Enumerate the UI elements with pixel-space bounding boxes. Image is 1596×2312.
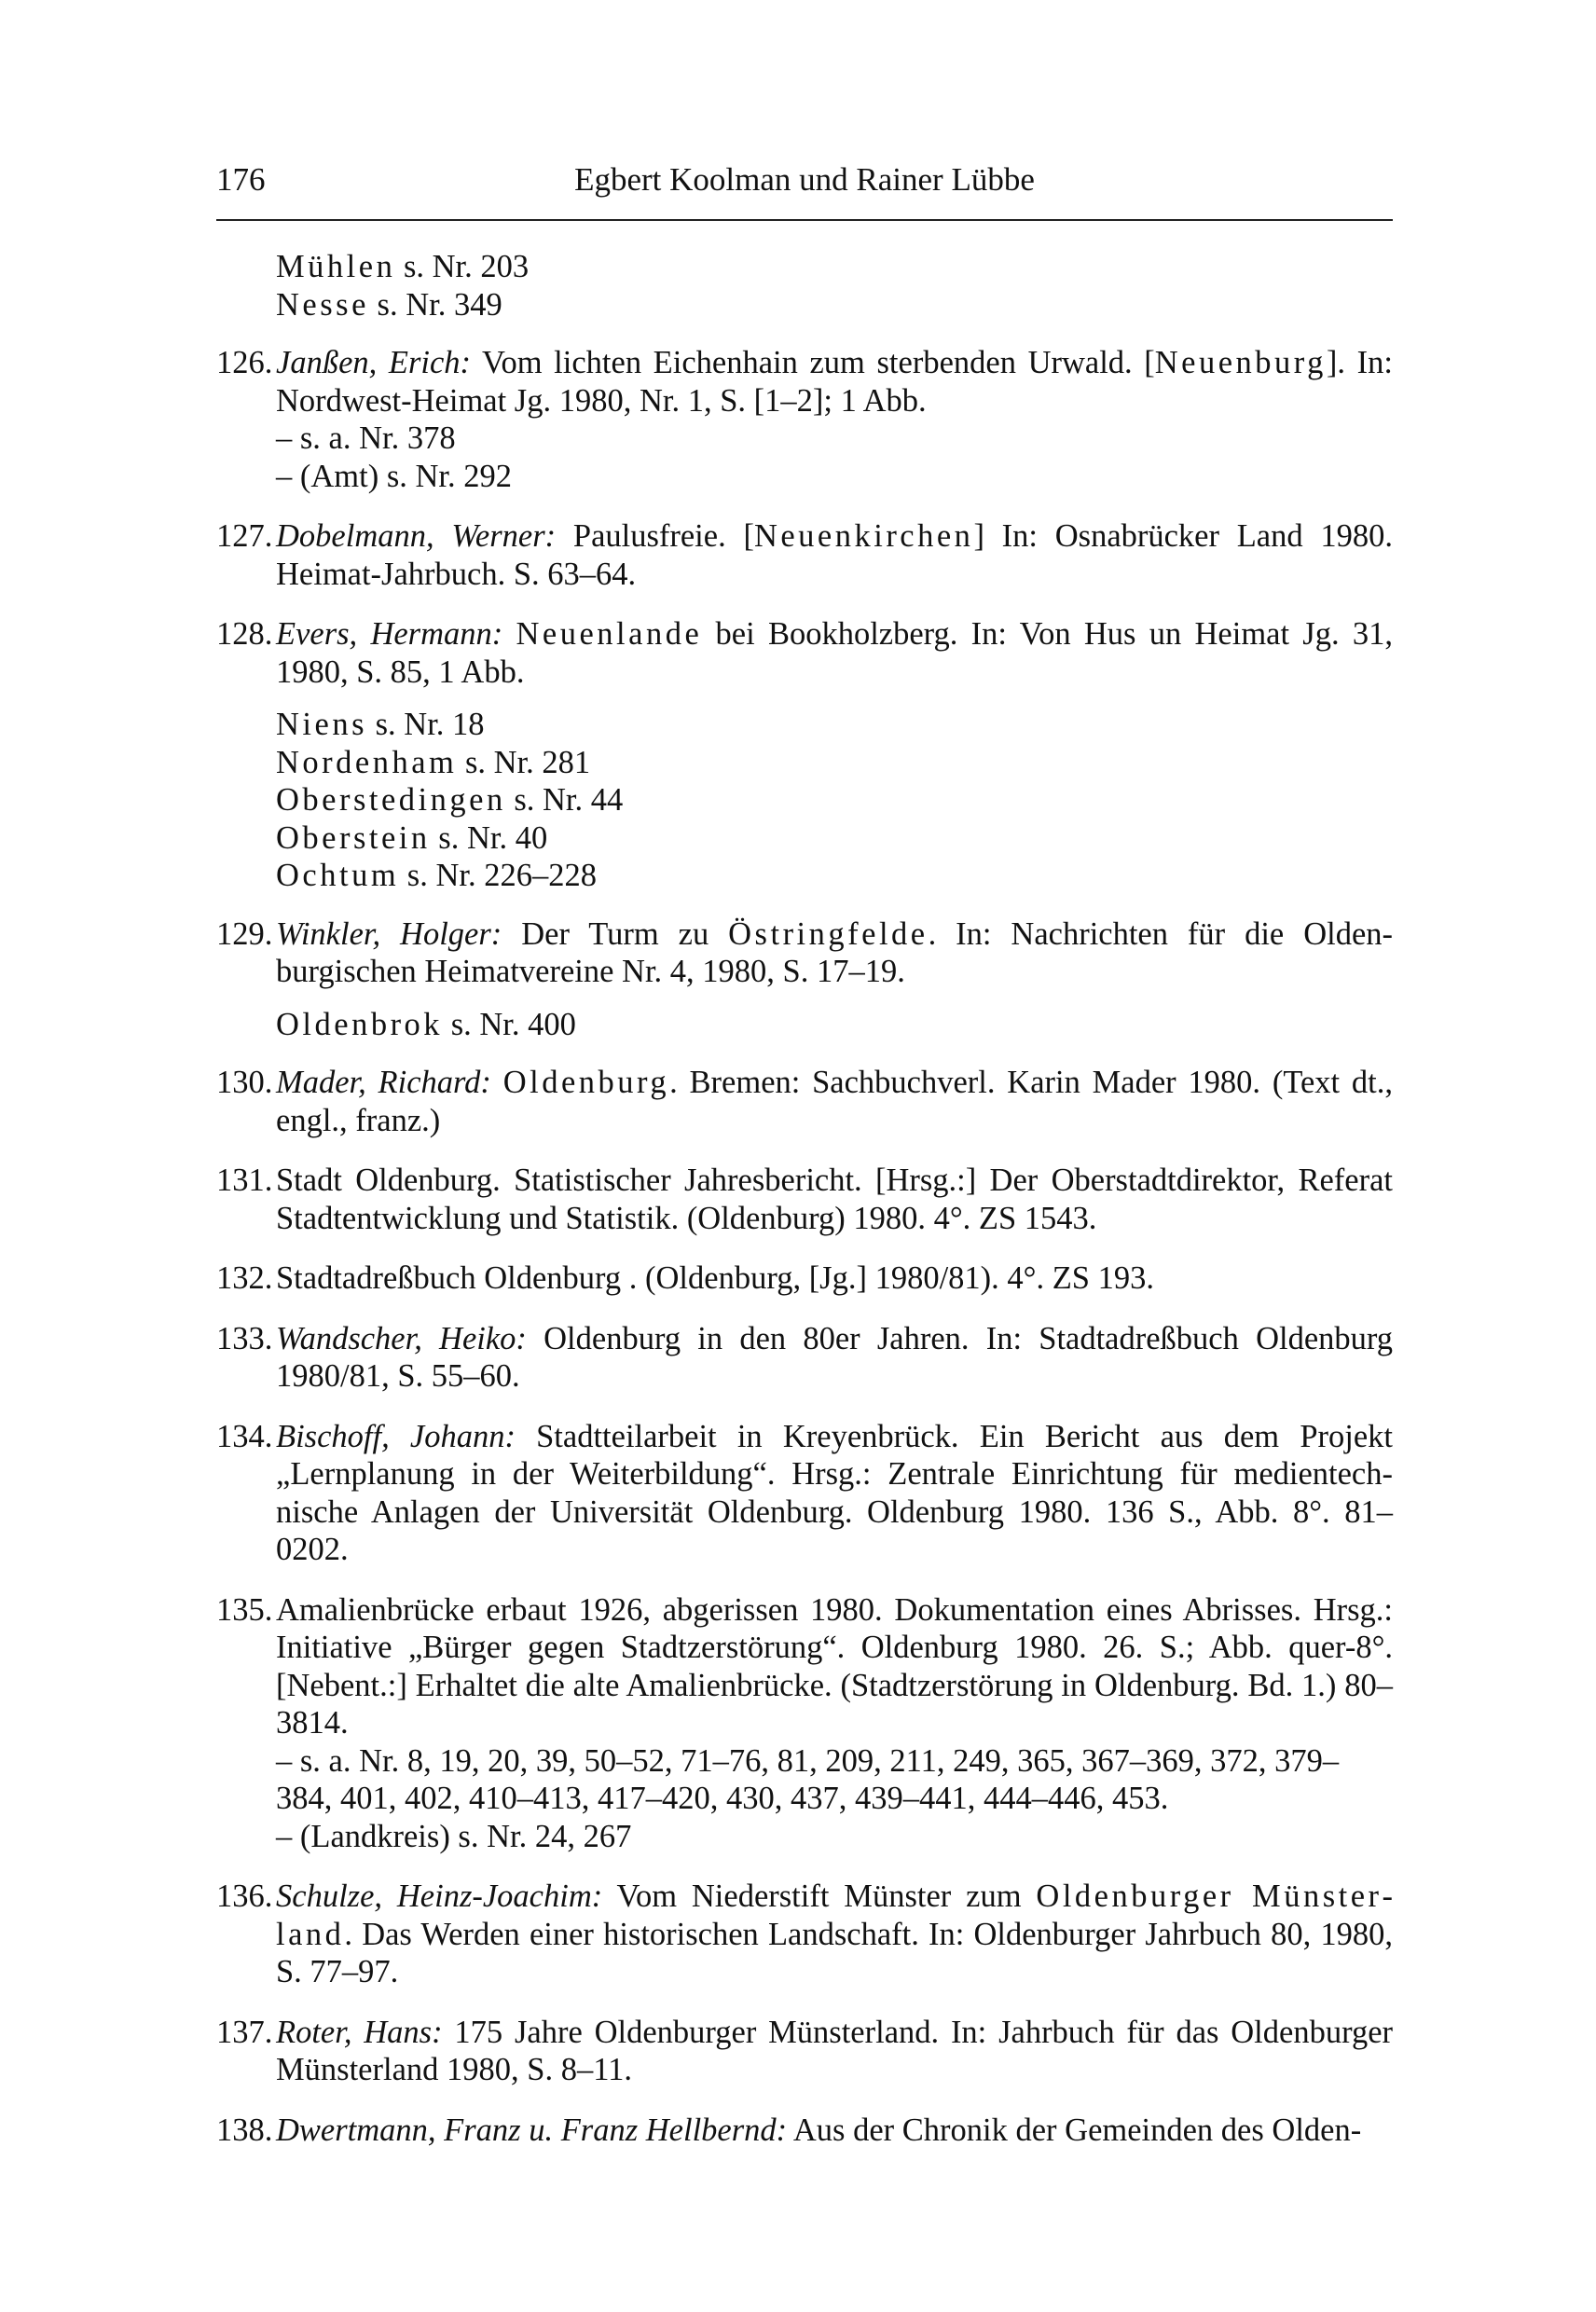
reference-number: s. Nr. 349 xyxy=(368,286,502,323)
entry-text-part: Vom lichten Eichenhain zum sterbenden Urwald. [ xyxy=(471,345,1155,380)
entry-author: Schulze, Heinz-Joachim: xyxy=(276,1878,603,1914)
entry-text-part xyxy=(502,616,516,652)
entry-text-part: 175 Jahre Oldenburger Münsterland. In: Jahrbuch für das Oldenburger Münsterland 1980, S. 8–11. xyxy=(276,2014,1393,2087)
cross-reference-group xyxy=(216,248,1393,323)
bibliography-entry xyxy=(216,1259,1393,1298)
entry-subreference: – (Landkreis) s. Nr. 24, 267 xyxy=(276,1818,632,1854)
entry-number: 134. xyxy=(216,1418,273,1454)
entry-subreference: – s. a. Nr. 378 xyxy=(276,420,456,456)
entry-number: 137. xyxy=(216,2014,273,2050)
entry-text xyxy=(276,2112,1393,2150)
entry-text-part: . Bremen: Sachbuchverl. Karin Mader 1980. (Text dt., engl., franz.) xyxy=(276,1065,1393,1138)
bibliography-entry xyxy=(216,915,1393,991)
spaced-place-name: Oldenburg xyxy=(502,1065,670,1100)
reference-number: s. Nr. 40 xyxy=(430,819,548,856)
entry-text-part: Oldenburg in den 80er Jahren. In: Stadtadreßbuch Oldenburg 1980/81, S. 55–60. xyxy=(276,1320,1393,1394)
entry-author: Roter, Hans: xyxy=(276,2014,443,2050)
entry-number: 126. xyxy=(216,345,273,380)
entry-text-part: Stadtadreßbuch Oldenburg . (Oldenburg, [Jg.] 1980/81). 4°. ZS 193. xyxy=(276,1260,1154,1296)
page-header xyxy=(216,157,1393,203)
entry-text-part: Amalienbrücke erbaut 1926, abgerissen 1980. Dokumentation eines Abrisses. Hrsg.: Initiative „Bürger gegen Stadtzerstörung“. Oldenburg 1980. 26. S.; Abb. quer-8°. [Nebent.:] Erhaltet die alte Amalienbrücke. (Stadtzerstörung in Oldenburg. Bd. 1.) 80–3814. xyxy=(276,1591,1393,1741)
reference-number: s. Nr. 203 xyxy=(395,249,530,284)
entry-subreference: – (Amt) s. Nr. 292 xyxy=(276,458,512,494)
entry-author: Wandscher, Heiko: xyxy=(276,1320,527,1356)
entry-text xyxy=(276,517,1393,593)
entry-text xyxy=(276,344,1393,420)
entry-text xyxy=(276,915,1393,991)
entry-number: 129. xyxy=(216,915,273,952)
entry-text xyxy=(276,1591,1393,1742)
bibliography-entry xyxy=(216,1162,1393,1237)
entry-text xyxy=(276,1320,1393,1396)
entry-number: 138. xyxy=(216,2112,273,2148)
header-rule xyxy=(216,219,1393,221)
entry-text-part: Vom Niederstift Münster zum xyxy=(602,1878,1037,1914)
spaced-place-name: Östringfelde xyxy=(728,915,929,952)
cross-reference xyxy=(216,1006,1393,1044)
bibliography-entry xyxy=(216,1591,1393,1856)
cross-reference xyxy=(216,781,1393,819)
entry-text xyxy=(276,1064,1393,1139)
spaced-place-name: Oldenburger Münsterland xyxy=(276,1878,1394,1952)
place-name: Oberstedingen xyxy=(276,782,506,818)
place-name: Oberstein xyxy=(276,819,431,856)
entry-text xyxy=(276,1878,1393,1991)
entry-author: Bischoff, Johann: xyxy=(276,1418,516,1454)
entry-text-part xyxy=(491,1065,503,1100)
bibliography-body xyxy=(216,241,1393,2149)
cross-reference xyxy=(216,706,1393,744)
cross-reference-group xyxy=(216,1006,1393,1044)
bibliography-entry xyxy=(216,517,1393,593)
entry-number: 131. xyxy=(216,1163,273,1198)
entry-text-part: ]. In: Nordwest-Heimat Jg. 1980, Nr. 1, S. [1–2]; 1 Abb. xyxy=(276,345,1393,419)
entry-author: Mader, Richard: xyxy=(276,1065,491,1100)
reference-number: s. Nr. 226–228 xyxy=(399,858,597,893)
entry-author: Dwertmann, Franz u. Franz Hellbernd: xyxy=(276,2112,788,2148)
cross-reference xyxy=(216,857,1393,895)
entry-number: 133. xyxy=(216,1320,273,1356)
entry-text-part: Aus der Chronik der Gemeinden des Olden- xyxy=(787,2112,1362,2148)
entry-text xyxy=(276,1162,1393,1237)
place-name: Nesse xyxy=(276,286,369,323)
reference-number: s. Nr. 281 xyxy=(457,744,591,780)
bibliography-entry xyxy=(216,1418,1393,1569)
bibliography-entry xyxy=(216,1320,1393,1396)
entry-text-part: Paulusfreie. [ xyxy=(556,518,754,554)
running-title: Egbert Koolman und Rainer Lübbe xyxy=(574,161,1035,198)
place-name: Mühlen xyxy=(276,249,396,284)
entry-text xyxy=(276,1418,1393,1569)
entry-number: 127. xyxy=(216,518,273,554)
entry-author: Winkler, Holger: xyxy=(276,915,502,952)
page-number: 176 xyxy=(216,161,266,198)
bibliography-entry xyxy=(216,2014,1393,2089)
entry-text-part: ] In: Osnabrücker Land 1980. Heimat-Jahrbuch. S. 63–64. xyxy=(276,518,1393,592)
entry-text xyxy=(276,1259,1393,1298)
entry-subreference: – s. a. Nr. 8, 19, 20, 39, 50–52, 71–76, 81, 209, 211, 249, 365, 367–369, 372, 379–384, 401, 402, 410–413, 417–420, 430, 437, 439–441, 444–446, 453. xyxy=(276,1742,1340,1816)
place-name: Niens xyxy=(276,707,367,742)
entry-text xyxy=(276,2014,1393,2089)
cross-reference-group xyxy=(216,706,1393,895)
bibliography-entry xyxy=(216,1064,1393,1139)
entry-author: Janßen, Erich: xyxy=(276,345,472,380)
spaced-place-name: Neuenburg xyxy=(1154,345,1327,380)
cross-reference xyxy=(216,286,1393,324)
entry-text-part: Der Turm zu xyxy=(502,915,729,952)
entry-text-part: . In: Nachrichten für die Oldenburgischen Heimatvereine Nr. 4, 1980, S. 17–19. xyxy=(276,915,1394,989)
cross-reference xyxy=(216,744,1393,782)
bibliography-entry xyxy=(216,615,1393,691)
place-name: Oldenbrok xyxy=(276,1006,444,1042)
reference-number: s. Nr. 18 xyxy=(367,707,485,742)
entry-number: 136. xyxy=(216,1878,273,1914)
spaced-place-name: Neuenlande xyxy=(516,616,703,652)
entry-author: Dobelmann, Werner: xyxy=(276,518,557,554)
entry-text-part: Stadtteilarbeit in Kreyenbrück. Ein Bericht aus dem Projekt „Lernplanung in der Weiterbildung“. Hrsg.: Zentrale Einrichtung für medientechnische Anlagen der Universität Oldenburg. Oldenburg 1980. 136 S., Abb. 8°. 81–0202. xyxy=(276,1418,1393,1567)
entry-text xyxy=(276,615,1393,691)
place-name: Ochtum xyxy=(276,858,400,893)
entry-number: 130. xyxy=(216,1065,273,1100)
entry-number: 135. xyxy=(216,1591,273,1628)
bibliography-entry xyxy=(216,344,1393,495)
bibliography-entry xyxy=(216,2112,1393,2150)
entry-author: Evers, Hermann: xyxy=(276,616,503,652)
entry-text-part: . Das Werden einer historischen Landschaft. In: Oldenburger Jahrbuch 80, 1980, S. 77–97. xyxy=(276,1916,1393,1989)
entry-text-part: bei Bookholzberg. In: Von Hus un Heimat Jg. 31, 1980, S. 85, 1 Abb. xyxy=(276,616,1394,690)
entry-text-part: Stadt Oldenburg. Statistischer Jahresbericht. [Hrsg.:] Der Oberstadtdirektor, Referat Stadtentwicklung und Statistik. (Oldenburg) 1980. 4°. ZS 1543. xyxy=(276,1163,1393,1236)
spaced-place-name: Neuenkirchen xyxy=(753,518,974,554)
cross-reference xyxy=(216,819,1393,858)
place-name: Nordenham xyxy=(276,744,458,780)
reference-number: s. Nr. 400 xyxy=(443,1006,576,1042)
entry-number: 128. xyxy=(216,616,273,652)
reference-number: s. Nr. 44 xyxy=(505,782,624,818)
cross-reference xyxy=(216,248,1393,286)
bibliography-entry xyxy=(216,1878,1393,1991)
entry-number: 132. xyxy=(216,1260,273,1296)
